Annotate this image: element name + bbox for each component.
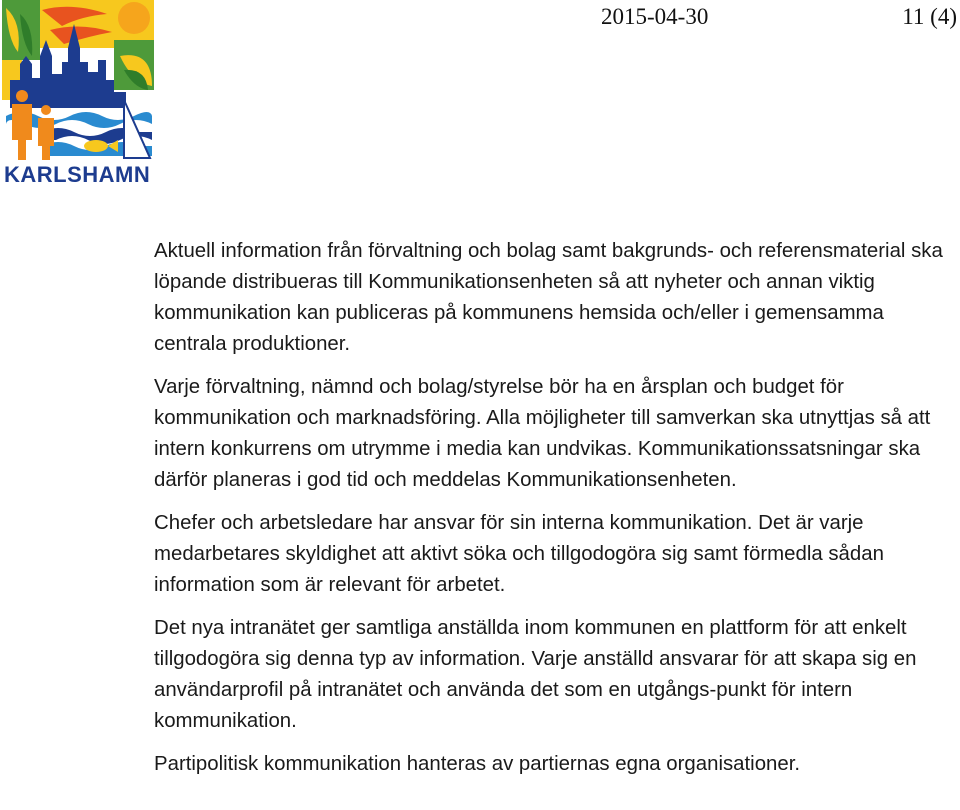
document-date: 2015-04-30 bbox=[601, 4, 709, 29]
logo-wordmark: KARLSHAMN bbox=[4, 162, 151, 187]
paragraph-intranet: Det nya intranätet ger samtliga anställda inom kommunen en plattform för att enkelt tillgodogöra sig denna typ av information. Varje anställd ansvarar för att skapa sig en användarprofil på intranätet och använda det som en utgångs-punkt för intern kommunikation. bbox=[154, 617, 917, 732]
paragraph-party-political: Partipolitisk kommunikation hanteras av partiernas egna organisationer. bbox=[154, 753, 801, 775]
document-body bbox=[154, 236, 954, 792]
karlshamn-logo bbox=[2, 0, 154, 190]
paragraph-annual-plan: Varje förvaltning, nämnd och bolag/styrelse bör ha en årsplan och budget för kommunikation och marknadsföring. Alla möjligheter till samverkan ska utnyttjas så att intern konkurrens om utrymme i media kan undvikas. Kommunikationssatsningar ska därför planeras i god tid och meddelas Kommunikationsenheten. bbox=[154, 376, 931, 491]
paragraph-manager-responsibility: Chefer och arbetsledare har ansvar för sin interna kommunikation. Det är varje medarbetares skyldighet att aktivt söka och tillgodogöra sig samt förmedla sådan information som är relevant för arbetet. bbox=[154, 512, 884, 596]
page-number: 11 (4) bbox=[902, 4, 957, 29]
paragraph-information-distribution: Aktuell information från förvaltning och bolag samt bakgrunds- och referensmaterial ska löpande distribueras till Kommunikationsenheten så att nyheter och annan viktig kommunikation kan publiceras på kommunens hemsida och/eller i gemensamma centrala produktioner. bbox=[154, 240, 943, 355]
